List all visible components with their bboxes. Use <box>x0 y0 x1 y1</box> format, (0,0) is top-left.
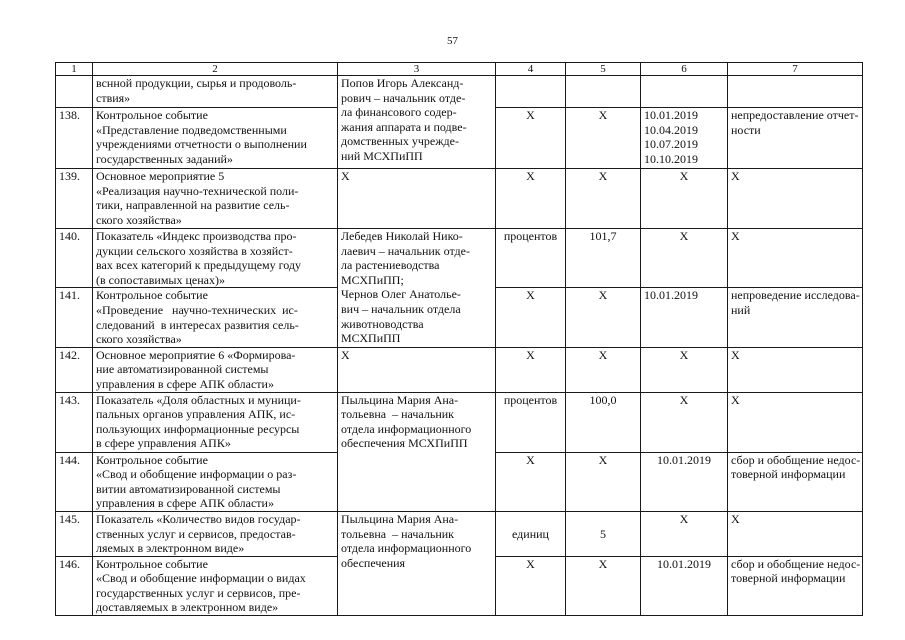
row-144-col5: X <box>566 452 641 511</box>
header-col-6: 6 <box>641 63 728 76</box>
row-145-col5: 5 <box>566 511 641 556</box>
row-146-col5: X <box>566 556 641 615</box>
row-142-col2: Основное мероприятие 6 «Формирова- ние автоматизированной системы управления в сфере АПК области» <box>93 347 338 392</box>
row-142-col5: X <box>566 347 641 392</box>
row-144-col1: 144. <box>56 452 93 511</box>
header-col-7: 7 <box>728 63 863 76</box>
row-145-col1: 145. <box>56 511 93 556</box>
row-138-col6: 10.01.2019 10.04.2019 10.07.2019 10.10.2019 <box>641 108 728 169</box>
table-row <box>56 169 863 229</box>
row-143-col1: 143. <box>56 392 93 452</box>
row-139-col3: X <box>338 169 496 229</box>
row-143-col5: 100,0 <box>566 392 641 452</box>
row-138-col2: Контрольное событие «Представление подведомственными учреждениями отчетности о выполнении государственных заданий» <box>93 108 338 169</box>
row-143-col7: X <box>728 392 863 452</box>
row-144-col4: X <box>496 452 566 511</box>
row-140-col5: 101,7 <box>566 229 641 288</box>
row-cont-col1 <box>56 76 93 108</box>
row-142-col3: X <box>338 347 496 392</box>
row-142-col7: X <box>728 347 863 392</box>
row-146-col6: 10.01.2019 <box>641 556 728 615</box>
merged-col3-c: Пыльцина Мария Ана- тольевна – начальник отдела информационного обеспечения МСХПиПП <box>338 392 496 511</box>
table-row <box>56 229 863 288</box>
row-141-col4: X <box>496 288 566 347</box>
row-140-col2: Показатель «Индекс производства про- дукции сельского хозяйства в хозяйст- вах всех категорий к предыдущему году (в сопоставимых ценах)» <box>93 229 338 288</box>
row-139-col6: X <box>641 169 728 229</box>
header-col-1: 1 <box>56 63 93 76</box>
table-row <box>56 347 863 392</box>
row-139-col1: 139. <box>56 169 93 229</box>
header-col-5: 5 <box>566 63 641 76</box>
row-142-col6: X <box>641 347 728 392</box>
table-row <box>56 511 863 556</box>
row-141-col1: 141. <box>56 288 93 347</box>
row-146-col4: X <box>496 556 566 615</box>
header-col-2: 2 <box>93 63 338 76</box>
row-138-col5: X <box>566 108 641 169</box>
row-141-col2: Контрольное событие «Проведение научно-технических ис- следований в интересах развития сель- ского хозяйства» <box>93 288 338 347</box>
row-140-col6: X <box>641 229 728 288</box>
row-145-col6: X <box>641 511 728 556</box>
row-145-col2: Показатель «Количество видов государ- ственных услуг и сервисов, предостав- ляемых в электронном виде» <box>93 511 338 556</box>
row-cont-col4 <box>496 76 566 108</box>
row-140-col4: процентов <box>496 229 566 288</box>
row-146-col2: Контрольное событие «Свод и обобщение информации о видах государственных услуг и сервисов, пре- доставляемых в электронном виде» <box>93 556 338 615</box>
table-row <box>56 76 863 108</box>
page-number: 57 <box>447 35 458 47</box>
row-139-col2: Основное мероприятие 5 «Реализация научно-технической поли- тики, направленной на развитие сель- ского хозяйства» <box>93 169 338 229</box>
row-139-col4: X <box>496 169 566 229</box>
row-143-col4: процентов <box>496 392 566 452</box>
merged-col3-d: Пыльцина Мария Ана- тольевна – начальник отдела информационного обеспечения <box>338 511 496 615</box>
row-cont-col6 <box>641 76 728 108</box>
row-141-col5: X <box>566 288 641 347</box>
row-143-col2: Показатель «Доля областных и муници- пальных органов управления АПК, ис- пользующих информационные ресурсы в сфере управления АПК» <box>93 392 338 452</box>
merged-col3-a: Попов Игорь Александ- рович – начальник отде- ла финансового содер- жания аппарата и подве- домственных учрежде- ний МСХПиПП <box>338 76 496 169</box>
table-row <box>56 392 863 452</box>
row-142-col4: X <box>496 347 566 392</box>
row-cont-col5 <box>566 76 641 108</box>
row-145-col7: X <box>728 511 863 556</box>
row-cont-col7 <box>728 76 863 108</box>
row-138-col1: 138. <box>56 108 93 169</box>
row-139-col7: X <box>728 169 863 229</box>
row-138-col7: непредоставление отчет- ности <box>728 108 863 169</box>
data-table <box>55 62 863 616</box>
header-col-3: 3 <box>338 63 496 76</box>
row-142-col1: 142. <box>56 347 93 392</box>
row-141-col7: непроведение исследова- ний <box>728 288 863 347</box>
row-145-col4: единиц <box>496 511 566 556</box>
row-141-col6: 10.01.2019 <box>641 288 728 347</box>
row-140-col7: X <box>728 229 863 288</box>
row-cont-col2: вснной продукции, сырья и продоволь- ствия» <box>93 76 338 108</box>
row-140-col1: 140. <box>56 229 93 288</box>
merged-col3-b: Лебедев Николай Нико- лаевич – начальник отде- ла растениеводства МСХПиПП; Чернов Олег Анатолье- вич – начальник отдела животноводства МСХПиПП <box>338 229 496 348</box>
row-143-col6: X <box>641 392 728 452</box>
row-146-col1: 146. <box>56 556 93 615</box>
row-144-col7: сбор и обобщение недос- товерной информации <box>728 452 863 511</box>
row-144-col2: Контрольное событие «Свод и обобщение информации о раз- витии автоматизированной системы управления в сфере АПК области» <box>93 452 338 511</box>
row-139-col5: X <box>566 169 641 229</box>
row-144-col6: 10.01.2019 <box>641 452 728 511</box>
header-col-4: 4 <box>496 63 566 76</box>
row-138-col4: X <box>496 108 566 169</box>
row-146-col7: сбор и обобщение недос- товерной информации <box>728 556 863 615</box>
header-row <box>56 63 863 76</box>
